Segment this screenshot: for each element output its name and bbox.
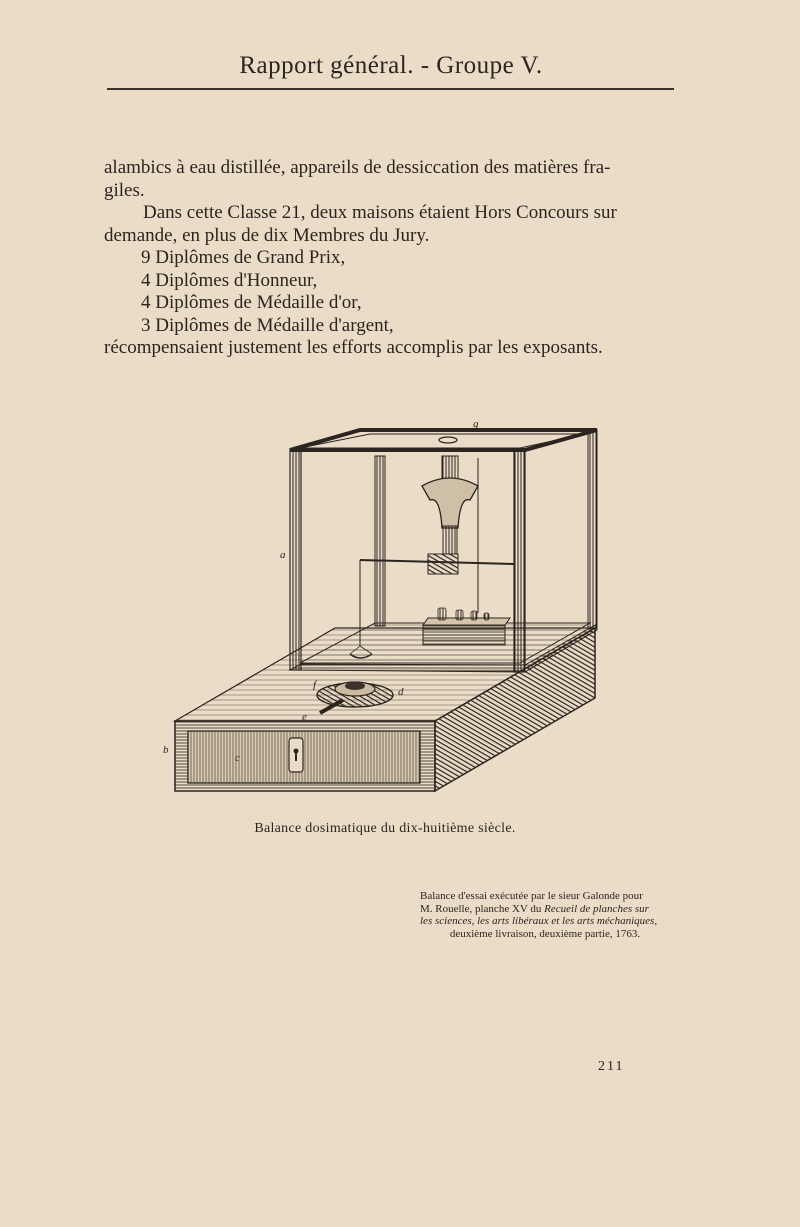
case-post — [514, 450, 525, 672]
figure-letter-a: a — [280, 549, 286, 561]
text-line: Dans cette Classe 21, deux maisons étaient Hors Concours sur — [143, 202, 617, 223]
balance-illustration — [160, 418, 610, 803]
footnote-line: les sciences, les arts libéraux et les arts méchaniques, — [420, 915, 658, 927]
figure-letter-c: c — [235, 752, 240, 764]
text-line: récompensaient justement les efforts accomplis par les exposants. — [104, 337, 603, 358]
case-top-frame — [290, 430, 597, 450]
award-line: 3 Diplômes de Médaille d'argent, — [141, 314, 394, 336]
text-line: demande, en plus de dix Membres du Jury. — [104, 224, 430, 246]
weight-box — [423, 618, 510, 625]
figure-letter-d: d — [398, 686, 404, 698]
header-rule — [107, 88, 674, 90]
running-head: Rapport général. - Groupe V. — [239, 52, 543, 79]
footnote-line: M. Rouelle, planche XV du — [420, 902, 545, 915]
text-line: alambics à eau distillée, appareils de dessiccation des matières fra- — [104, 157, 611, 178]
award-line: 9 Diplômes de Grand Prix, — [141, 247, 346, 268]
figure-letter-f: f — [313, 679, 317, 691]
body-text — [104, 157, 676, 360]
text-line: giles. — [104, 179, 145, 201]
figure-letter-b: b — [163, 744, 169, 756]
footnote-line: deuxième livraison, deuxième partie, 1763. — [449, 927, 641, 940]
balance-engraving — [160, 418, 610, 803]
case-post — [290, 450, 301, 670]
balance-yoke — [422, 478, 478, 528]
page-number: 211 — [598, 1059, 625, 1074]
award-line: 4 Diplômes d'Honneur, — [141, 269, 318, 291]
award-line: 4 Diplômes de Médaille d'or, — [141, 292, 362, 313]
figure-letter-g: g — [473, 418, 479, 430]
figure-caption: Balance dosimatique du dix-huitième siècle. — [254, 821, 516, 836]
footnote-line: Balance d'essai exécutée par le sieur Galonde pour — [420, 890, 643, 902]
footnote — [420, 890, 670, 940]
figure-letter-e: e — [302, 711, 307, 723]
footnote-title-italic: Recueil de planches sur — [544, 902, 649, 915]
